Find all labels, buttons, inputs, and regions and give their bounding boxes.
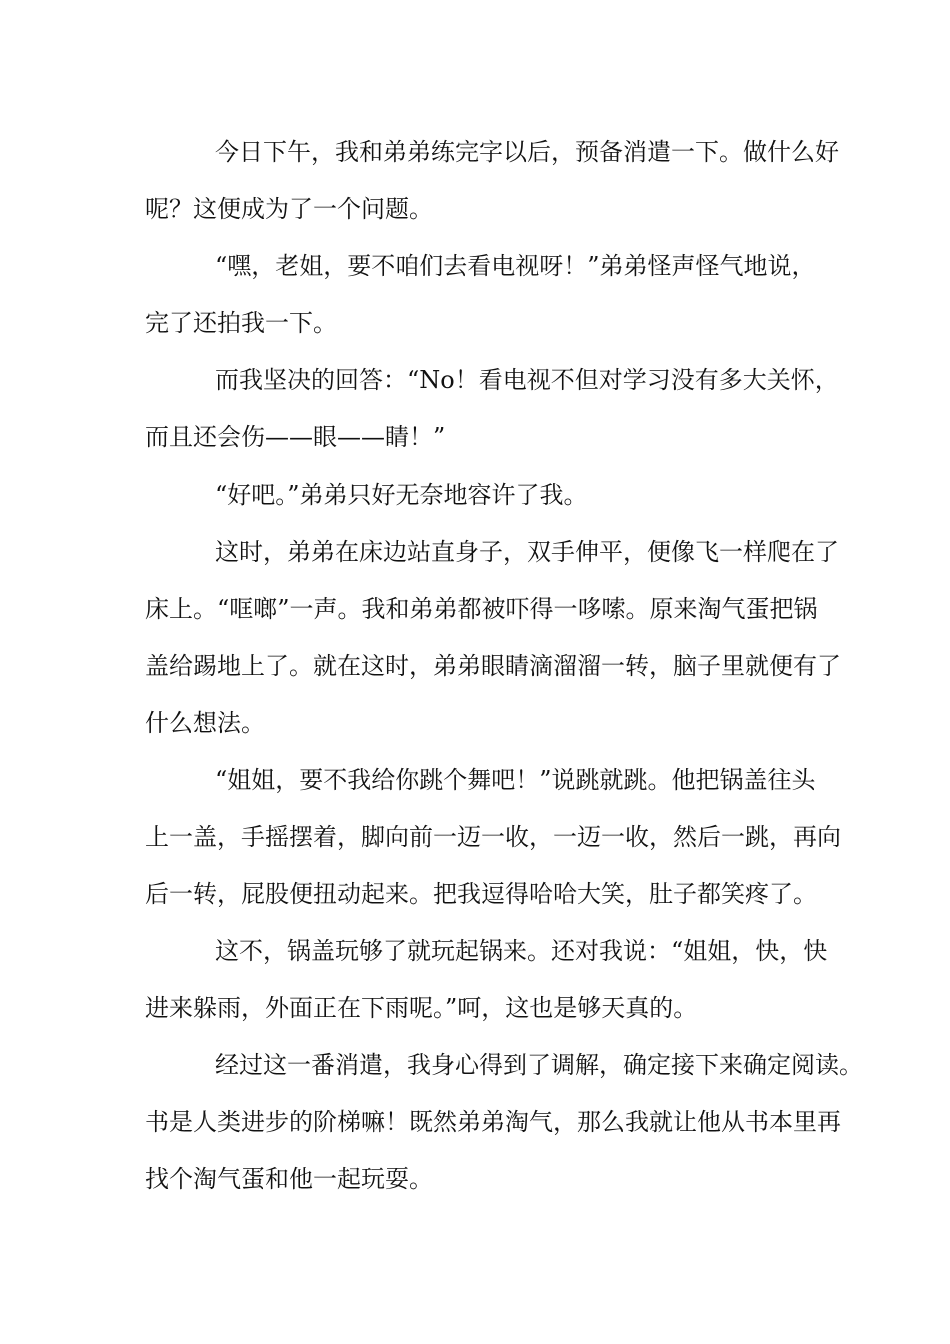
text-line: “好吧。”弟弟只好无奈地容许了我。 [215,481,588,509]
text-line: 呢？这便成为了一个问题。 [145,195,433,223]
text-line: 找个淘气蛋和他一起玩耍。 [145,1165,433,1193]
text-line: 书是人类进步的阶梯嘛！既然弟弟淘气，那么我就让他从书本里再 [145,1108,841,1136]
text-line: 而我坚决的回答：“No！看电视不但对学习没有多大关怀， [215,366,839,394]
text-line: 完了还拍我一下。 [145,309,337,337]
text-line: 盖给踢地上了。就在这时，弟弟眼睛滴溜溜一转，脑子里就便有了 [145,652,841,680]
text-line: 这不，锅盖玩够了就玩起锅来。还对我说：“姐姐，快，快 [215,937,828,965]
text-line: 床上。“哐啷”一声。我和弟弟都被吓得一哆嗦。原来淘气蛋把锅 [145,595,818,623]
text-line: “嘿，老姐，要不咱们去看电视呀！”弟弟怪声怪气地说， [215,252,816,280]
text-line: 进来躲雨，外面正在下雨呢。”呵，这也是够天真的。 [145,994,698,1022]
text-line: 经过这一番消遣，我身心得到了调解，确定接下来确定阅读。 [215,1051,863,1079]
text-line: 这时，弟弟在床边站直身子，双手伸平，便像飞一样爬在了 [215,538,839,566]
text-line: 上一盖，手摇摆着，脚向前一迈一收，一迈一收，然后一跳，再向 [145,823,841,851]
text-line: 后一转，屁股便扭动起来。把我逗得哈哈大笑，肚子都笑疼了。 [145,880,817,908]
text-line: 而且还会伤——眼——睛！” [145,423,446,451]
text-line: 什么想法。 [145,709,265,737]
text-line: “姐姐，要不我给你跳个舞吧！”说跳就跳。他把锅盖往头 [215,766,816,794]
text-line: 今日下午，我和弟弟练完字以后，预备消遣一下。做什么好 [215,138,839,166]
